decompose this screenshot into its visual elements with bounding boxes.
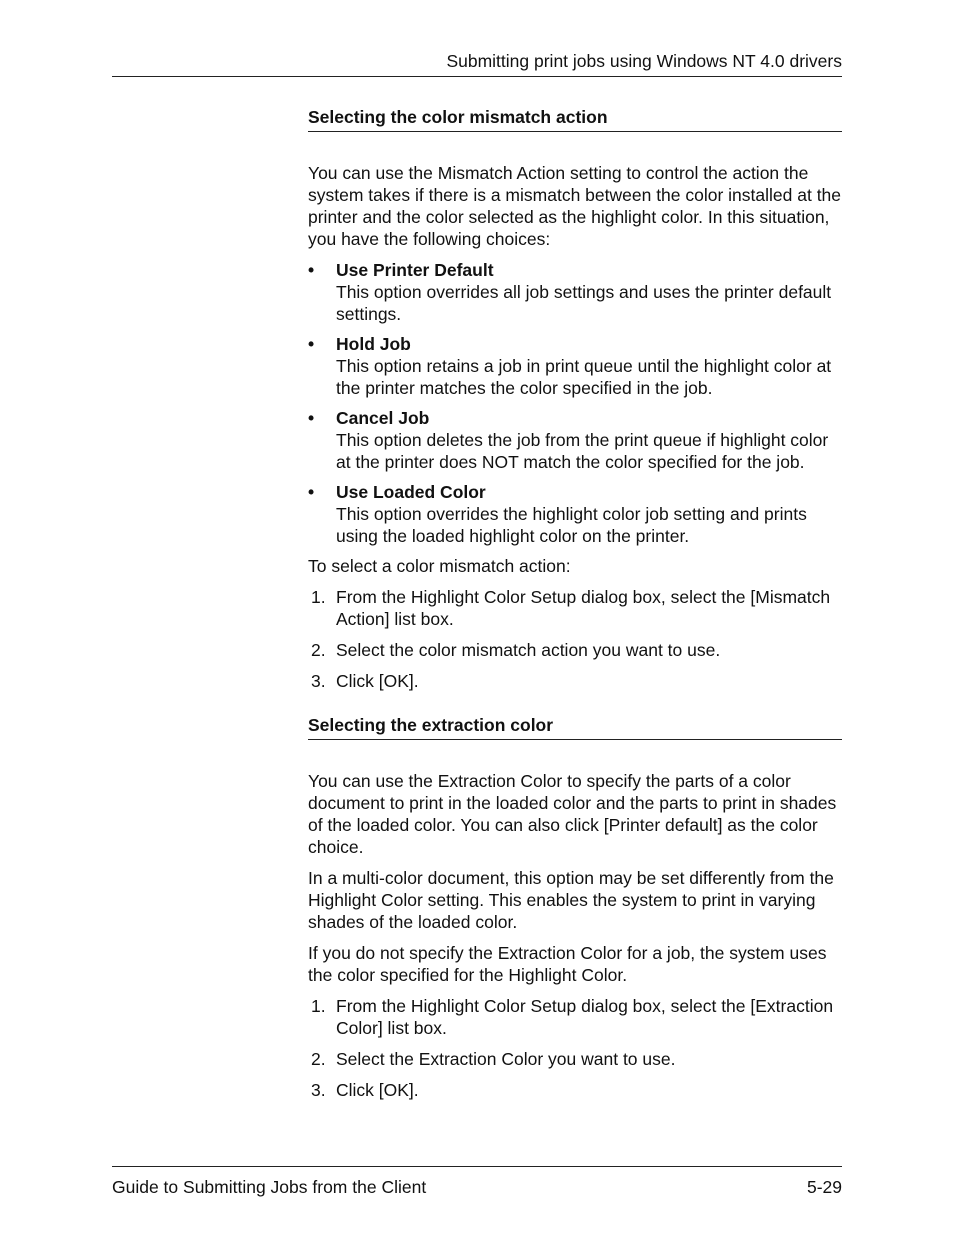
footer-divider xyxy=(112,1166,842,1167)
mismatch-steps-intro: To select a color mismatch action: xyxy=(308,556,571,576)
mismatch-steps-list xyxy=(308,586,842,692)
running-header: Submitting print jobs using Windows NT 4.0 drivers xyxy=(446,51,842,71)
footer-guide-title: Guide to Submitting Jobs from the Client xyxy=(112,1177,427,1197)
step-number: 2. xyxy=(311,640,326,660)
section-heading-extraction: Selecting the extraction color xyxy=(308,714,842,740)
extraction-paragraph: In a multi-color document, this option may be set differently from the Highlight Color setting. This enables the system to print in varying shades of the loaded color. xyxy=(308,868,834,932)
mismatch-intro-paragraph: You can use the Mismatch Action setting to control the action the system takes if there is a mismatch between the color installed at the printer and the color selected as the highlight color. In this situation, you have the following choices: xyxy=(308,163,842,249)
step-item xyxy=(308,1079,842,1101)
page-content xyxy=(308,106,842,1110)
option-item xyxy=(308,333,842,399)
option-item xyxy=(308,407,842,473)
option-description: This option deletes the job from the print queue if highlight color at the printer does NOT match the color specified for the job. xyxy=(336,430,829,472)
section-heading-mismatch: Selecting the color mismatch action xyxy=(308,106,842,132)
step-item xyxy=(308,995,842,1039)
option-description: This option retains a job in print queue until the highlight color at the printer matches the color specified in the job. xyxy=(336,356,832,398)
step-text: Select the Extraction Color you want to use. xyxy=(336,1049,676,1069)
step-text: From the Highlight Color Setup dialog box, select the [Mismatch Action] list box. xyxy=(336,587,831,629)
step-number: 1. xyxy=(311,587,326,607)
step-number: 3. xyxy=(311,671,326,691)
option-title: Cancel Job xyxy=(336,408,430,428)
step-text: Select the color mismatch action you want to use. xyxy=(336,640,721,660)
step-number: 1. xyxy=(311,996,326,1016)
extraction-paragraph: You can use the Extraction Color to specify the parts of a color document to print in the loaded color and the parts to print in shades of the loaded color. You can also click [Printer default] as the color choice. xyxy=(308,771,837,857)
header-divider xyxy=(112,76,842,77)
step-number: 3. xyxy=(311,1080,326,1100)
option-description: This option overrides the highlight color job setting and prints using the loaded highlight color on the printer. xyxy=(336,504,807,546)
page-number: 5-29 xyxy=(806,1177,842,1197)
bullet-icon: • xyxy=(308,408,315,428)
bullet-icon: • xyxy=(308,482,315,502)
step-item xyxy=(308,639,842,661)
option-title: Use Printer Default xyxy=(336,260,494,280)
option-title: Hold Job xyxy=(336,334,411,354)
step-number: 2. xyxy=(311,1049,326,1069)
step-item xyxy=(308,1048,842,1070)
step-item xyxy=(308,670,842,692)
option-item xyxy=(308,481,842,547)
step-text: Click [OK]. xyxy=(336,1080,419,1100)
bullet-icon: • xyxy=(308,260,315,280)
option-description: This option overrides all job settings and uses the printer default settings. xyxy=(336,282,832,324)
step-text: From the Highlight Color Setup dialog box, select the [Extraction Color] list box. xyxy=(336,996,834,1038)
step-item xyxy=(308,586,842,630)
bullet-icon: • xyxy=(308,334,315,354)
option-title: Use Loaded Color xyxy=(336,482,486,502)
option-item xyxy=(308,259,842,325)
mismatch-options-list xyxy=(308,259,842,547)
extraction-paragraph: If you do not specify the Extraction Color for a job, the system uses the color specified for the Highlight Color. xyxy=(308,943,827,985)
extraction-steps-list xyxy=(308,995,842,1101)
step-text: Click [OK]. xyxy=(336,671,419,691)
